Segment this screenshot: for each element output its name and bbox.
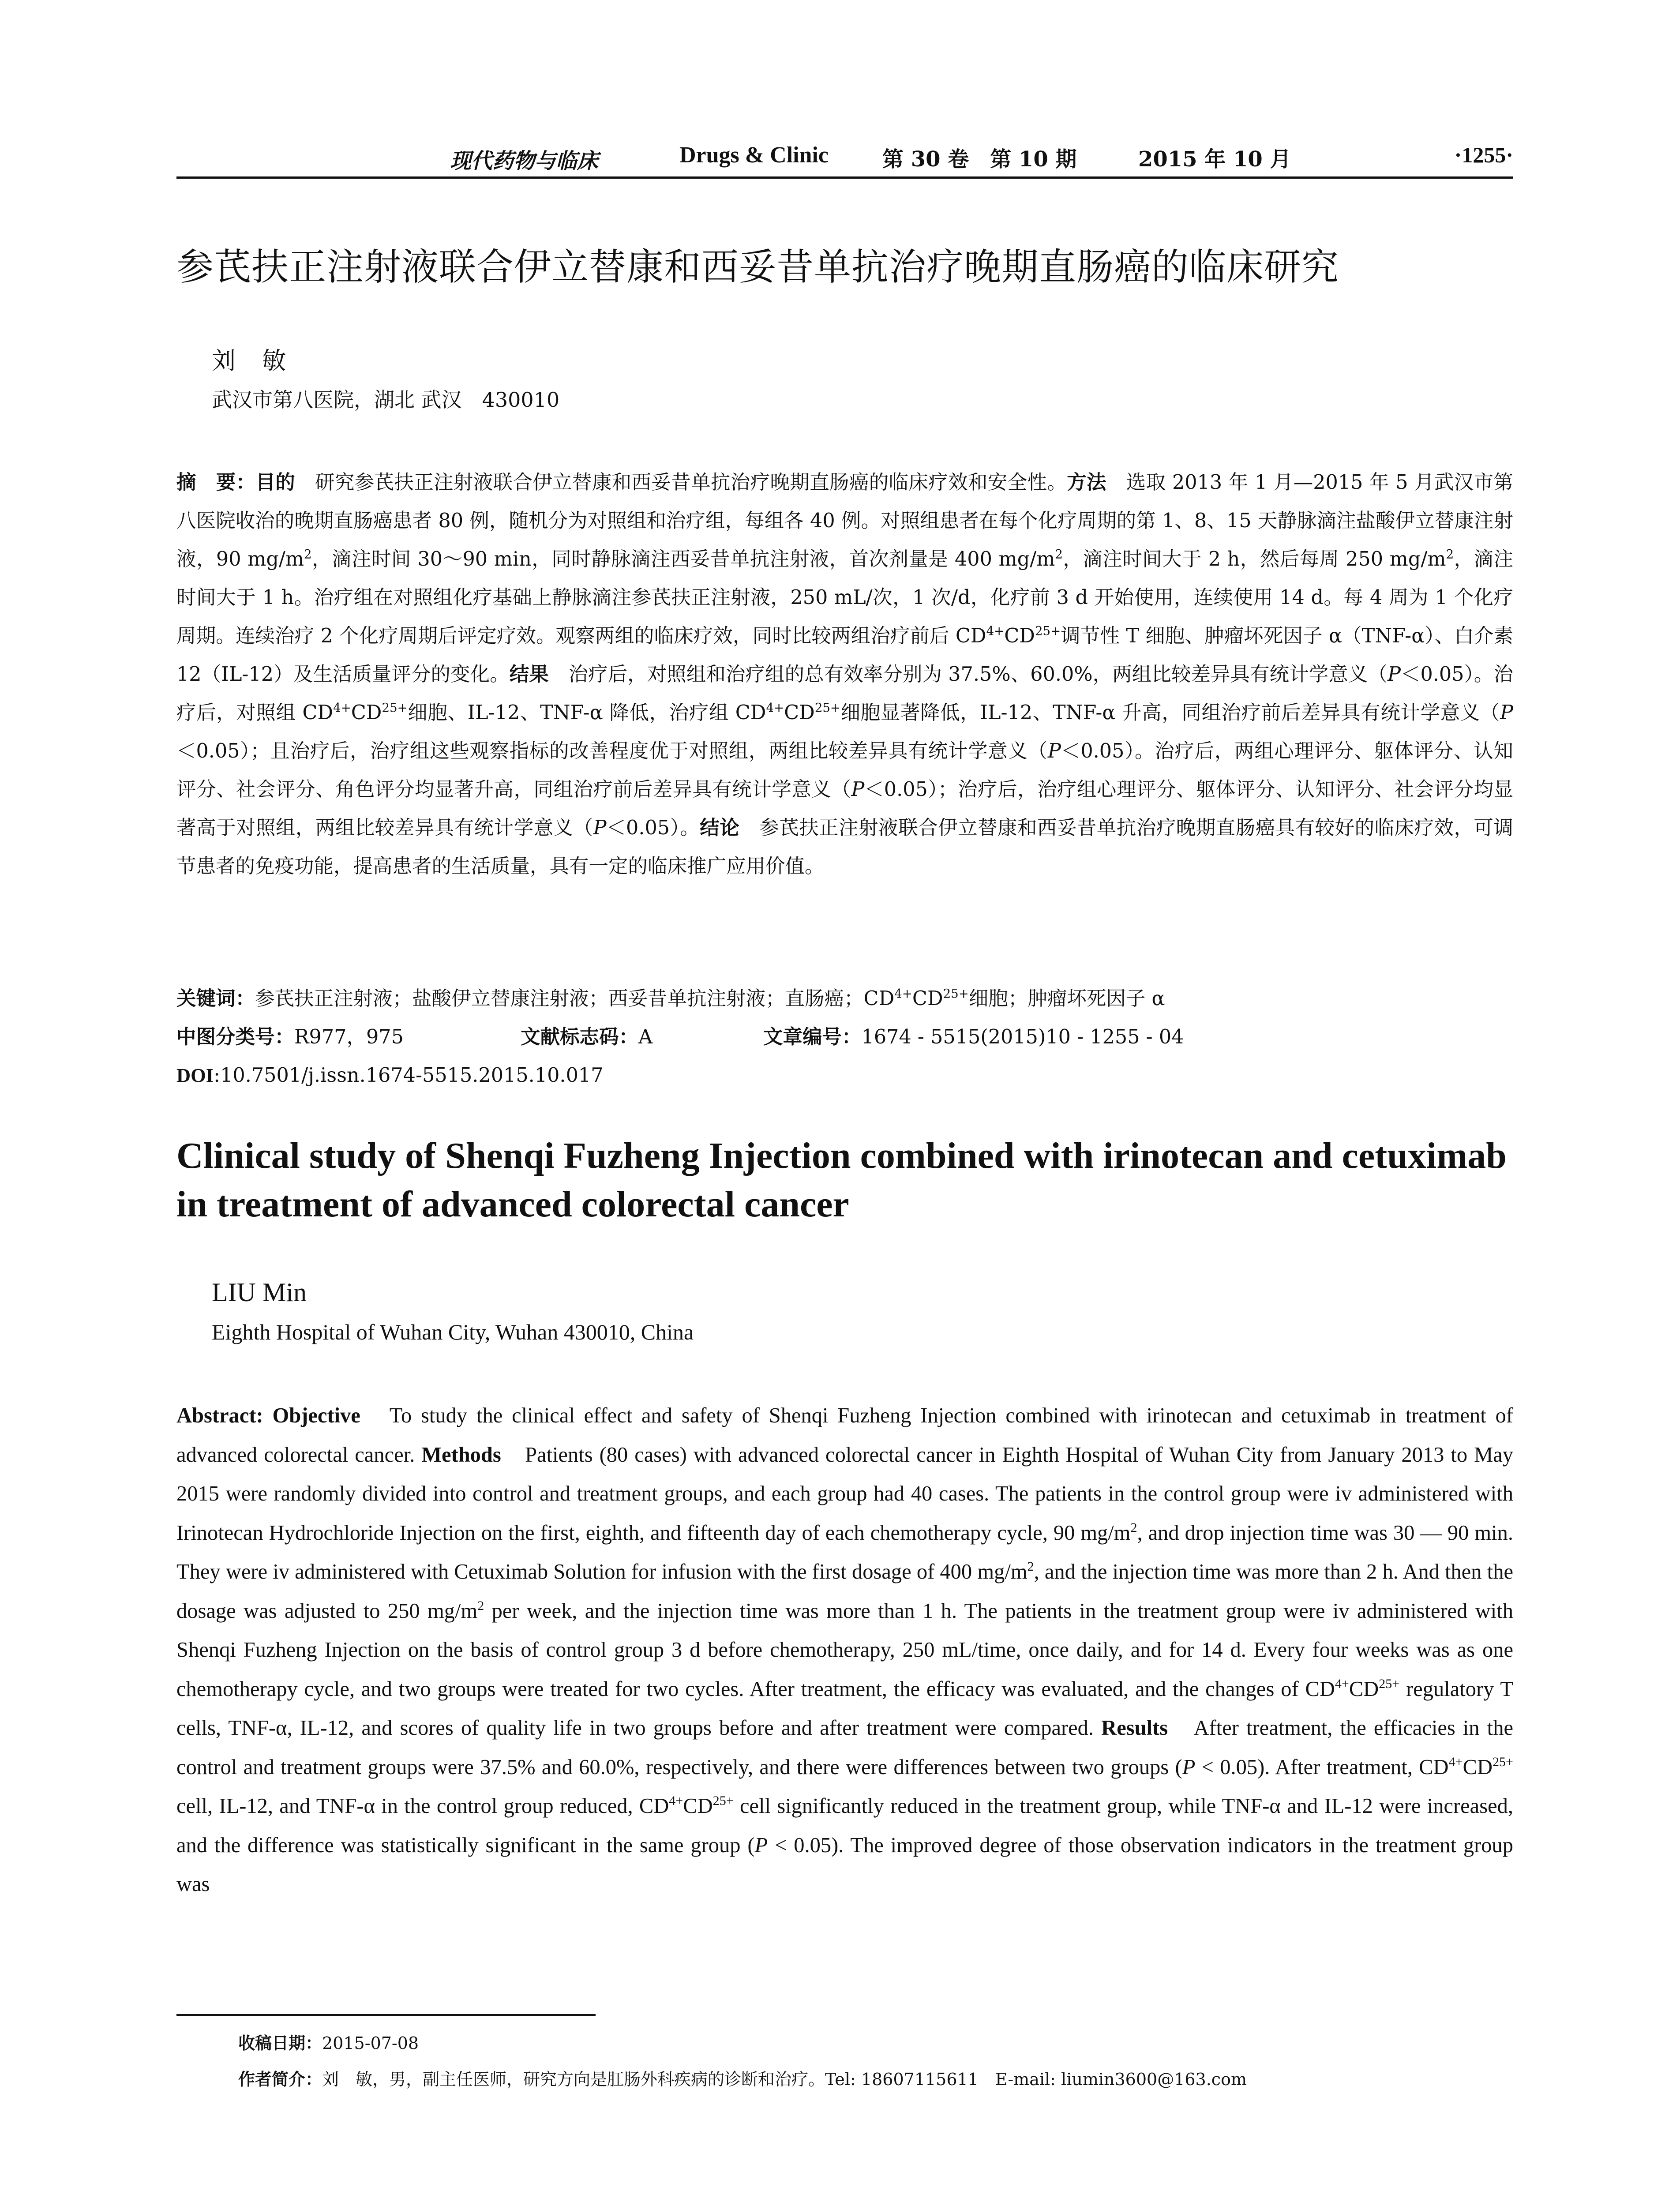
running-header — [176, 140, 1513, 176]
abstract-label-zh: 摘 要： — [176, 471, 256, 494]
superscript: 2 — [304, 547, 312, 562]
abstract-zh — [176, 463, 1513, 885]
superscript: 25+ — [1492, 1754, 1513, 1769]
cd-text: CD — [1349, 1677, 1379, 1701]
doc-code-value: A — [638, 1026, 653, 1048]
cd-text: CD — [1004, 625, 1035, 647]
received-date-note — [238, 2030, 419, 2054]
methods-text-zh: 选取 2013 年 1 月—2015 年 5 月武汉市第八医院收治的晚期直肠癌患者 80 例，随机分为对照组和治疗组，每组各 40 例。对照组患者在每个化疗周期的第 1、8、15 天静脉滴注盐酸伊立替康注射液，90 mg/m — [176, 471, 1513, 570]
results-text-en: cell, IL-12, and TNF-α in the control group reduced, CD — [176, 1794, 669, 1818]
superscript: 2 — [1446, 547, 1454, 562]
superscript: 4+ — [1448, 1754, 1463, 1769]
superscript: 25+ — [712, 1793, 734, 1808]
conclusion-text-zh: 参芪扶正注射液联合伊立替康和西妥昔单抗治疗晚期直肠癌具有较好的临床疗效，可调节患者的免疫功能，提高患者的生活质量，具有一定的临床推广应用价值。 — [176, 817, 1513, 878]
superscript: 25+ — [1035, 623, 1061, 638]
footnote-rule — [176, 2014, 596, 2016]
objective-text-en: To study the clinical effect and safety of Shenqi Fuzheng Injection combined with irinotecan and cetuximab in treatment of advanced colorectal cancer. — [176, 1404, 1513, 1467]
bio-value: 刘 敏，男，副主任医师，研究方向是肛肠外科疾病的诊断和治疗。Tel: 18607115611 E-mail: liumin3600@163.com — [322, 2070, 1247, 2089]
cd-text: CD — [912, 987, 943, 1010]
doi-value: :10.7501/j.issn.1674-5515.2015.10.017 — [214, 1064, 604, 1087]
doc-code-label: 文献标志码： — [521, 1026, 639, 1048]
article-no-label: 文章编号： — [763, 1026, 862, 1048]
results-text-zh: ＜0.05）。治疗后，对照组 CD — [176, 663, 1513, 724]
clc-label: 中图分类号： — [176, 1026, 295, 1048]
results-text-en: < 0.05). After treatment, CD — [1195, 1755, 1449, 1779]
journal-name-zh: 现代药物与临床 — [450, 149, 599, 173]
author-en: LIU Min — [212, 1278, 307, 1307]
results-label-en: Results — [1101, 1716, 1168, 1740]
author-bio-note — [238, 2066, 1247, 2090]
results-text-zh: 细胞显著降低，IL-12、TNF-α 升高，同组治疗前后差异具有统计学意义（ — [840, 702, 1500, 724]
affiliation-en: Eighth Hospital of Wuhan City, Wuhan 430010, China — [212, 1320, 694, 1344]
article-no-item — [763, 1018, 1184, 1056]
doi-line — [176, 1056, 1513, 1095]
superscript: 4+ — [669, 1793, 683, 1808]
results-label-zh: 结果 — [509, 663, 549, 686]
received-value: 2015-07-08 — [322, 2033, 419, 2053]
results-text-en: < 0.05). The improved degree of those observation indicators in the treatment group was — [176, 1833, 1513, 1896]
superscript: 25+ — [943, 986, 969, 1001]
classification-line — [176, 1018, 1513, 1056]
superscript: 25+ — [814, 700, 841, 715]
methods-text-zh: ，滴注时间大于 2 h，然后每周 250 mg/m — [1062, 548, 1446, 570]
issue-date: 2015 年 10 月 — [1138, 147, 1291, 172]
methods-label-zh: 方法 — [1067, 471, 1106, 494]
methods-text-en: regulatory T cells, TNF-α, IL-12, and scores of quality life in two groups before and after treatment were compared. — [176, 1677, 1513, 1740]
p-symbol: P — [1388, 663, 1401, 686]
cd-text: CD — [683, 1794, 713, 1818]
cd-text: CD — [1462, 1755, 1492, 1779]
article-title-zh: 参芪扶正注射液联合伊立替康和西妥昔单抗治疗晚期直肠癌的临床研究 — [176, 245, 1339, 289]
header-rule — [176, 176, 1513, 179]
superscript: 25+ — [382, 700, 408, 715]
clc-value: R977，975 — [294, 1026, 404, 1048]
methods-text-zh: ，滴注时间大于 1 h。治疗组在对照组化疗基础上静脉滴注参芪扶正注射液，250 mL/次，1 次/d，化疗前 3 d 开始使用，连续使用 14 d。每 4 周为 1 个化疗周期。连续治疗 2 个化疗周期后评定疗效。观察两组的临床疗效，同时比较两组治疗前后 CD — [176, 548, 1513, 647]
objective-label-zh: 目的 — [255, 471, 296, 494]
cd-text: CD — [351, 702, 382, 724]
superscript: 4+ — [894, 986, 912, 1001]
superscript: 4+ — [333, 700, 351, 715]
p-symbol: P — [593, 817, 607, 839]
author-zh: 刘敏 — [212, 347, 312, 375]
methods-text-en: , and the injection time was more than 2 h. And then the dosage was adjusted to 250 mg/m — [176, 1560, 1513, 1623]
abstract-label-en: Abstract: Objective — [176, 1404, 360, 1427]
results-text-zh: ＜0.05）。 — [606, 817, 700, 839]
superscript: 4+ — [766, 700, 784, 715]
keywords-text: 参芪扶正注射液；盐酸伊立替康注射液；西妥昔单抗注射液；直肠癌；CD — [255, 987, 895, 1010]
p-symbol: P — [1047, 740, 1061, 762]
methods-text-en: per week, and the injection time was more than 1 h. The patients in the treatment group were iv administered with Shenqi Fuzheng Injection on the basis of control group 3 d before chemotherapy, 250 mL/time, once daily, and for 14 d. Every four weeks was as one chemotherapy cycle, and two groups were treated for two cycles. After treatment, the efficacy was evaluated, and the changes of CD — [176, 1599, 1513, 1701]
volume-issue: 第 30 卷 第 10 期 — [882, 147, 1077, 172]
keywords-label: 关键词： — [176, 987, 255, 1010]
results-text-zh: 细胞、IL-12、TNF-α 降低，治疗组 CD — [407, 702, 766, 724]
p-symbol: P — [1500, 702, 1513, 724]
methods-text-zh: ，滴注时间 30～90 min，同时静脉滴注西妥昔单抗注射液，首次剂量是 400 mg/m — [311, 548, 1055, 570]
affiliation-zh: 武汉市第八医院，湖北 武汉 430010 — [212, 388, 560, 412]
superscript: 2 — [1130, 1519, 1137, 1535]
article-title-en: Clinical study of Shenqi Fuzheng Injection combined with irinotecan and cetuximab in treatment of advanced colorectal cancer — [176, 1135, 1507, 1225]
superscript: 2 — [1027, 1558, 1034, 1574]
results-text-zh: ＜0.05）；治疗后，治疗组心理评分、躯体评分、认知评分、社会评分均显著高于对照组，两组比较差异具有统计学意义（ — [176, 778, 1513, 839]
results-text-zh: 治疗后，对照组和治疗组的总有效率分别为 37.5%、60.0%，两组比较差异具有统计学意义（ — [568, 663, 1388, 686]
p-symbol: P — [754, 1833, 768, 1857]
abstract-en — [176, 1396, 1513, 1904]
doc-code-item — [521, 1018, 652, 1056]
p-symbol: P — [1182, 1755, 1196, 1779]
cd-text: CD — [784, 702, 815, 724]
page-number: ·1255· — [1454, 143, 1513, 167]
results-text-en: After treatment, the efficacies in the control and treatment groups were 37.5% and 60.0%, respectively, and there were differences between two groups ( — [176, 1716, 1513, 1779]
doi-label: DOI — [176, 1064, 214, 1086]
methods-text-en: , and drop injection time was 30 — 90 min. They were iv administered with Cetuximab Solution for infusion with the first dosage of 400 mg/m — [176, 1521, 1513, 1583]
bio-label: 作者简介： — [238, 2070, 322, 2089]
methods-text-en: Patients (80 cases) with advanced colorectal cancer in Eighth Hospital of Wuhan City from January 2013 to May 2015 were randomly divided into control and treatment groups, and each group had 40 cases. The patients in the control group were iv administered with Irinotecan Hydrochloride Injection on the first, eighth, and fifteenth day of each chemotherapy cycle, 90 mg/m — [176, 1443, 1514, 1545]
keywords-text: 细胞；肿瘤坏死因子 α — [968, 987, 1165, 1010]
results-text-zh: ＜0.05）；且治疗后，治疗组这些观察指标的改善程度优于对照组，两组比较差异具有统计学意义（ — [176, 740, 1048, 762]
conclusion-label-zh: 结论 — [700, 817, 740, 839]
methods-label-en: Methods — [421, 1443, 501, 1467]
received-label: 收稿日期： — [238, 2033, 322, 2053]
superscript: 4+ — [1335, 1676, 1349, 1691]
keywords-line — [176, 979, 1513, 1018]
superscript: 2 — [477, 1598, 484, 1613]
methods-text-zh: 调节性 T 细胞、肿瘤坏死因子 α（TNF-α）、白介素 12（IL-12）及生活质量评分的变化。 — [176, 625, 1513, 686]
article-no-value: 1674 - 5515(2015)10 - 1255 - 04 — [861, 1026, 1184, 1048]
superscript: 2 — [1055, 547, 1063, 562]
clc-item — [176, 1018, 404, 1056]
objective-text-zh: 研究参芪扶正注射液联合伊立替康和西妥昔单抗治疗晚期直肠癌的临床疗效和安全性。 — [315, 471, 1067, 494]
results-text-zh: ＜0.05）。治疗后，两组心理评分、躯体评分、认知评分、社会评分、角色评分均显著升高，同组治疗前后差异具有统计学意义（ — [176, 740, 1513, 801]
superscript: 25+ — [1379, 1676, 1400, 1691]
journal-name-en: Drugs & Clinic — [679, 143, 829, 168]
results-text-en: cell significantly reduced in the treatment group, while TNF-α and IL-12 were increased, and the difference was statistically significant in the same group ( — [176, 1794, 1513, 1857]
superscript: 4+ — [986, 623, 1005, 638]
p-symbol: P — [851, 778, 865, 801]
